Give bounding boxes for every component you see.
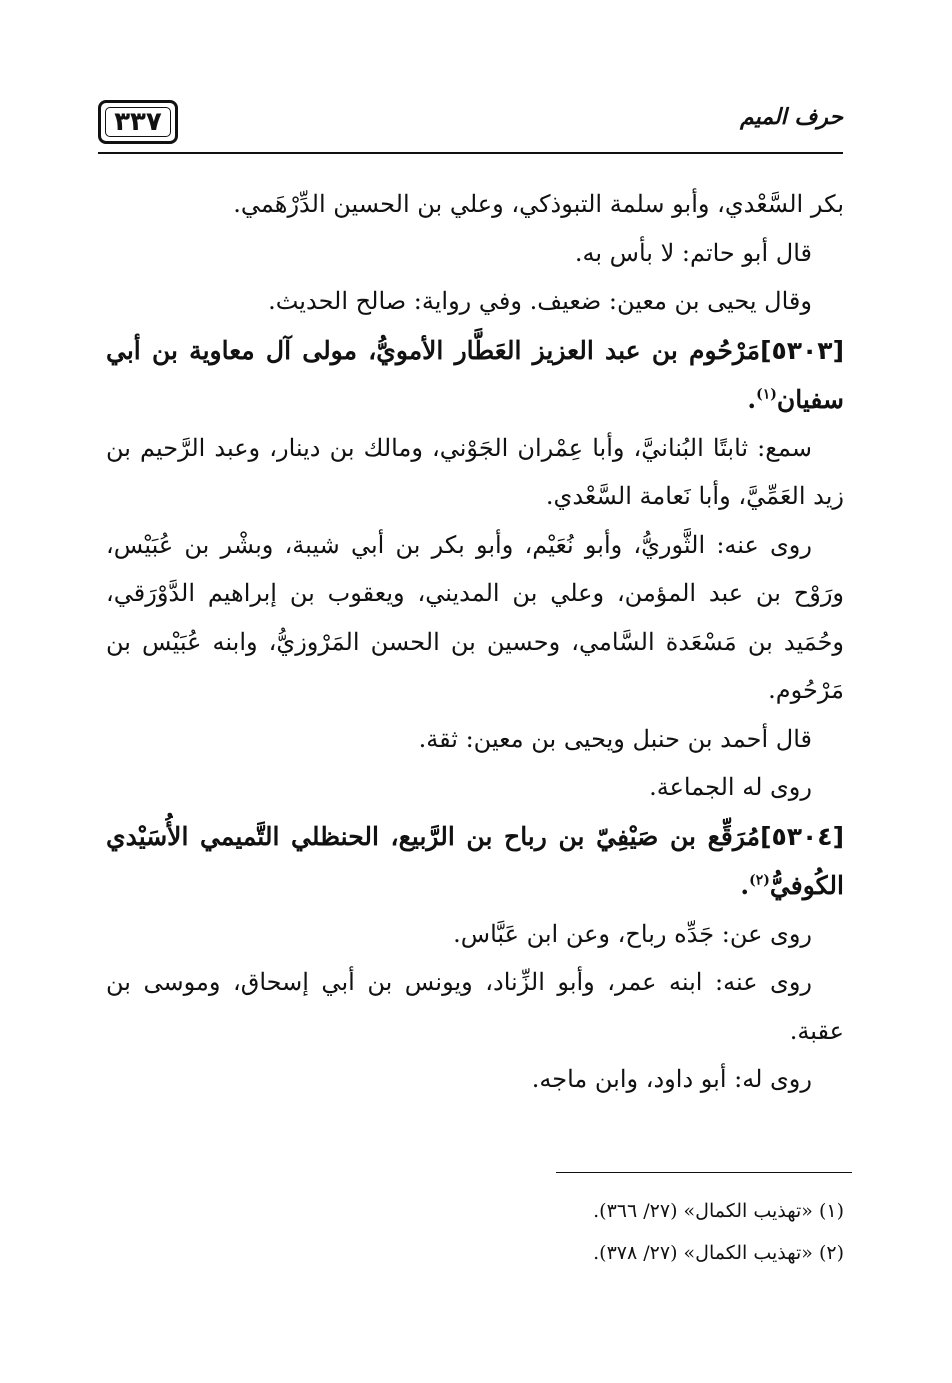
page-number: ٣٣٧ bbox=[98, 100, 178, 144]
running-head: حرف الميم bbox=[739, 104, 843, 130]
footnote: (١) «تهذيب الكمال» (٢٧/ ٣٦٦). bbox=[593, 1200, 844, 1222]
entry-name: مُرَقِّع بن صَيْفِيّ بن رباح بن الرَّبيع، الحنظلي التَّميمي الأُسَيْدي الكُوفيُّ bbox=[106, 821, 844, 900]
footnote-rule bbox=[556, 1172, 852, 1173]
entry-number: [٥٣٠٣] bbox=[760, 335, 844, 365]
footnote-marker: (١) bbox=[756, 386, 777, 403]
entry-name: مَرْحُوم بن عبد العزيز العَطَّار الأمويُّ، مولى آل معاوية بن أبي سفيان bbox=[106, 335, 844, 414]
paragraph: روى عنه: ابنه عمر، وأبو الزِّناد، ويونس بن أبي إسحاق، وموسى بن عقبة. bbox=[106, 968, 844, 1045]
entry-end: . bbox=[747, 384, 757, 414]
paragraph: روى عنه: الثَّوريُّ، وأبو نُعَيْم، وأبو بكر بن أبي شيبة، وبشْر بن عُبَيْس، ورَوْح بن عبد المؤمن، وعلي بن المديني، ويعقوب بن إبراهيم الدَّوْرَقي، وحُمَيد بن مَسْعَدة السَّامي، وحسين بن الحسن المَرْوزيُّ، وابنه عُبَيْس بن مَرْحُوم. bbox=[106, 530, 844, 704]
header-rule bbox=[98, 152, 843, 154]
footnotes bbox=[244, 1190, 844, 1274]
footnote-marker: (٢) bbox=[749, 872, 770, 889]
entry-heading-5303 bbox=[106, 326, 844, 424]
paragraph: قال أحمد بن حنبل ويحيى بن معين: ثقة. bbox=[418, 724, 812, 753]
paragraph: قال أبو حاتم: لا بأس به. bbox=[574, 238, 812, 267]
entry-heading-5304 bbox=[106, 812, 844, 910]
entry-number: [٥٣٠٤] bbox=[760, 821, 844, 851]
paragraph: روى له الجماعة. bbox=[649, 773, 812, 801]
paragraph: روى عن: جَدِّه رباح، وعن ابن عَبَّاس. bbox=[453, 919, 812, 948]
main-text bbox=[106, 180, 844, 1104]
paragraph: بكر السَّعْدي، وأبو سلمة التبوذكي، وعلي بن الحسين الدِّرْهَمي. bbox=[233, 190, 844, 218]
paragraph: روى له: أبو داود، وابن ماجه. bbox=[531, 1065, 812, 1093]
paragraph: وقال يحيى بن معين: ضعيف. وفي رواية: صالح الحديث. bbox=[268, 287, 812, 315]
paragraph: سمع: ثابتًا البُنانيَّ، وأبا عِمْران الجَوْني، ومالك بن دينار، وعبد الرَّحيم بن زيد العَمِّيَّ، وأبا نَعامة السَّعْدي. bbox=[106, 433, 844, 510]
footnote: (٢) «تهذيب الكمال» (٢٧/ ٣٧٨). bbox=[593, 1242, 844, 1264]
page-header bbox=[98, 100, 843, 156]
entry-end: . bbox=[740, 870, 750, 900]
